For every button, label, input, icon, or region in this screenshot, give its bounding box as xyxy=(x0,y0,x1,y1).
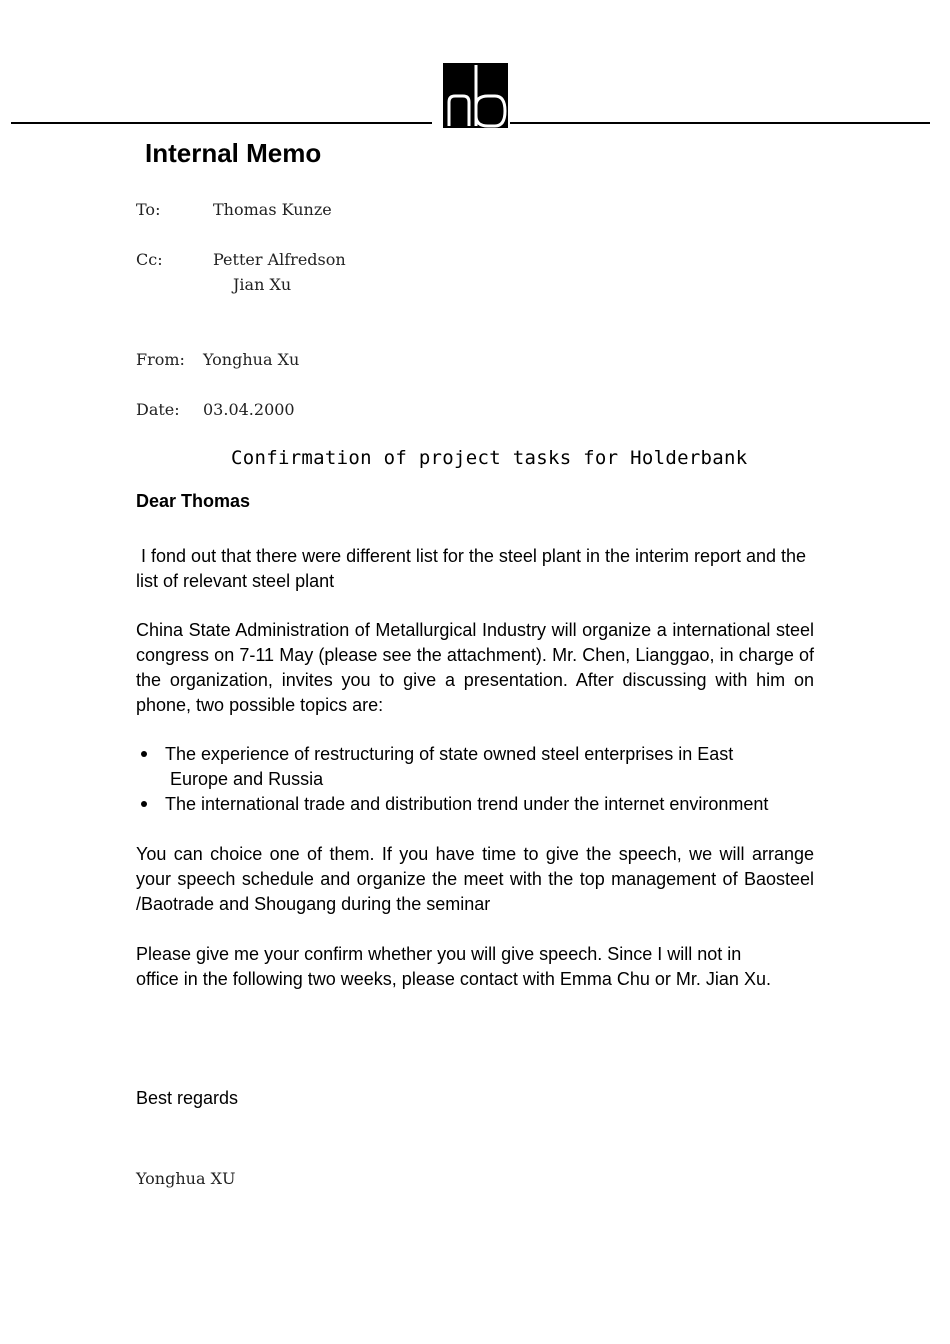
to-label: To: xyxy=(136,200,161,219)
cc-value-2: Jian Xu xyxy=(233,275,292,294)
bullet-icon xyxy=(141,801,147,807)
cc-value-1: Petter Alfredson xyxy=(213,250,346,269)
cc-label: Cc: xyxy=(136,250,163,269)
topic-1-line-2: Europe and Russia xyxy=(170,769,324,789)
paragraph-speech-schedule: You can choice one of them. If you have time to give the speech, we will arrange your speech schedule and organize the meet with the top management of Baosteel /Baotrade and Shougang during the seminar xyxy=(136,844,814,914)
list-item xyxy=(136,792,826,817)
memo-title: Internal Memo xyxy=(145,138,322,168)
paragraph-steel-congress: China State Administration of Metallurgical Industry will organize a international steel congress on 7-11 May (please see the attachment). Mr. Chen, Lianggao, in charge of the organization, invites you to give a presentation. After discussing with him on phone, two possible topics are: xyxy=(136,620,814,715)
company-logo xyxy=(443,63,508,128)
salutation: Dear Thomas xyxy=(136,491,251,511)
paragraph-confirm-request: Please give me your confirm whether you will give speech. Since I will not in office in the following two weeks, please contact with Emma Chu or Mr. Jian Xu. xyxy=(136,944,771,989)
logo-mark-icon xyxy=(443,63,508,128)
header-rule-left xyxy=(11,122,432,124)
date-label: Date: xyxy=(136,400,180,419)
bullet-icon xyxy=(141,751,147,757)
paragraph-interim-report: I fond out that there were different list for the steel plant in the interim report and the list of relevant steel plant xyxy=(136,546,812,591)
header-rule-right xyxy=(510,122,930,124)
from-value: Yonghua Xu xyxy=(203,350,300,369)
date-value: 03.04.2000 xyxy=(203,400,295,419)
topic-list xyxy=(136,742,826,817)
list-item xyxy=(136,742,826,792)
signature: Yonghua XU xyxy=(136,1169,236,1188)
topic-2-line-1: The international trade and distribution trend under the internet environment xyxy=(165,794,769,814)
closing: Best regards xyxy=(136,1088,239,1108)
memo-subject: Confirmation of project tasks for Holderbank xyxy=(231,447,748,469)
to-value: Thomas Kunze xyxy=(213,200,332,219)
topic-1-line-1: The experience of restructuring of state owned steel enterprises in East xyxy=(165,744,734,764)
from-label: From: xyxy=(136,350,185,369)
